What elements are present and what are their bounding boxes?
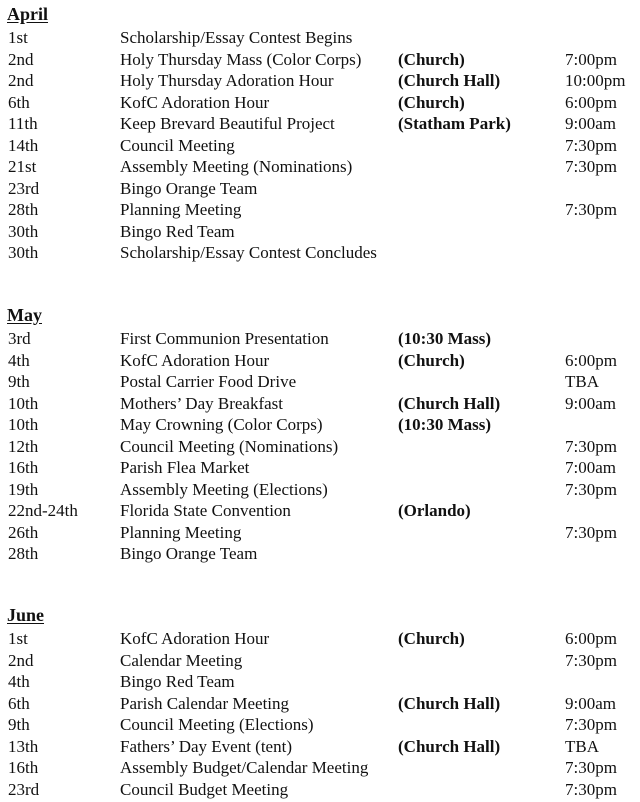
- event-time: 7:30pm: [565, 650, 617, 670]
- event-location: (Church Hall): [398, 393, 501, 413]
- event-date: 9th: [8, 715, 30, 734]
- event-row: [0, 714, 640, 736]
- event-row: [0, 328, 640, 350]
- event-row: [0, 779, 640, 801]
- event-title: Calendar Meeting: [120, 650, 243, 670]
- event-row: [0, 693, 640, 715]
- event-date: 23rd: [8, 178, 40, 198]
- event-title: Holy Thursday Adoration Hour: [120, 71, 334, 90]
- event-list: [0, 328, 640, 565]
- event-location: (Church Hall): [398, 71, 501, 90]
- event-title: First Communion Presentation: [120, 329, 329, 348]
- event-time: TBA: [565, 372, 599, 391]
- event-title: Council Meeting: [120, 135, 235, 155]
- event-time: 6:00pm: [565, 350, 617, 370]
- event-date: 16th: [8, 458, 39, 477]
- event-row: [0, 350, 640, 372]
- event-title: Parish Calendar Meeting: [120, 693, 290, 713]
- event-location: (Church): [398, 49, 465, 69]
- event-date: 2nd: [8, 71, 34, 90]
- month-title: April: [7, 4, 49, 24]
- event-date: 16th: [8, 758, 39, 777]
- event-row: [0, 221, 640, 243]
- event-title: Assembly Budget/Calendar Meeting: [120, 758, 369, 777]
- event-location: (10:30 Mass): [398, 329, 492, 348]
- event-row: [0, 543, 640, 565]
- event-date: 1st: [8, 28, 28, 47]
- event-time: 7:30pm: [565, 715, 617, 734]
- event-date: 4th: [8, 350, 30, 370]
- event-row: [0, 414, 640, 436]
- event-title: Assembly Meeting (Nominations): [120, 157, 353, 176]
- event-row: [0, 522, 640, 544]
- event-location: (Orlando): [398, 501, 471, 520]
- event-date: 14th: [8, 135, 39, 155]
- event-title: Council Meeting (Elections): [120, 715, 314, 734]
- event-row: [0, 113, 640, 135]
- event-date: 26th: [8, 522, 39, 542]
- event-title: Council Budget Meeting: [120, 779, 289, 799]
- event-date: 19th: [8, 479, 39, 499]
- event-row: [0, 199, 640, 221]
- event-time: 7:00am: [565, 458, 616, 477]
- event-date: 2nd: [8, 650, 34, 670]
- event-title: Keep Brevard Beautiful Project: [120, 114, 335, 133]
- event-row: [0, 70, 640, 92]
- event-location: (Church): [398, 350, 465, 370]
- event-date: 30th: [8, 243, 39, 262]
- event-row: [0, 457, 640, 479]
- event-location: (10:30 Mass): [398, 415, 492, 434]
- event-time: 7:30pm: [565, 779, 617, 799]
- event-time: 7:30pm: [565, 436, 617, 456]
- event-title: Planning Meeting: [120, 522, 242, 542]
- event-title: May Crowning (Color Corps): [120, 415, 323, 434]
- event-title: Postal Carrier Food Drive: [120, 372, 297, 391]
- event-title: Scholarship/Essay Contest Concludes: [120, 243, 377, 262]
- event-date: 21st: [8, 157, 37, 176]
- event-time: 6:00pm: [565, 92, 617, 112]
- event-row: [0, 436, 640, 458]
- event-title: Bingo Red Team: [120, 221, 235, 241]
- event-title: KofC Adoration Hour: [120, 629, 270, 648]
- event-title: Florida State Convention: [120, 501, 291, 520]
- event-row: [0, 27, 640, 49]
- event-time: TBA: [565, 736, 599, 756]
- event-title: Bingo Orange Team: [120, 544, 258, 563]
- event-location: (Church): [398, 92, 465, 112]
- event-date: 12th: [8, 436, 39, 456]
- event-row: [0, 500, 640, 522]
- event-time: 9:00am: [565, 693, 616, 713]
- event-date: 6th: [8, 693, 30, 713]
- event-row: [0, 156, 640, 178]
- event-list: [0, 27, 640, 264]
- event-time: 7:30pm: [565, 157, 617, 176]
- event-title: Holy Thursday Mass (Color Corps): [120, 49, 362, 69]
- event-date: 28th: [8, 544, 39, 563]
- event-title: Bingo Orange Team: [120, 178, 258, 198]
- event-date: 11th: [8, 114, 38, 133]
- event-list: [0, 628, 640, 800]
- event-title: Scholarship/Essay Contest Begins: [120, 28, 353, 47]
- event-title: Bingo Red Team: [120, 672, 235, 691]
- event-date: 9th: [8, 372, 30, 391]
- event-title: KofC Adoration Hour: [120, 350, 270, 370]
- event-date: 3rd: [8, 329, 31, 348]
- event-row: [0, 650, 640, 672]
- event-date: 10th: [8, 393, 39, 413]
- event-time: 7:30pm: [565, 522, 617, 542]
- event-date: 10th: [8, 415, 39, 434]
- event-row: [0, 135, 640, 157]
- event-title: Fathers’ Day Event (tent): [120, 736, 292, 756]
- event-date: 22nd-24th: [8, 501, 78, 520]
- event-row: [0, 242, 640, 264]
- event-date: 2nd: [8, 49, 34, 69]
- event-date: 28th: [8, 200, 39, 219]
- event-row: [0, 178, 640, 200]
- event-time: 7:30pm: [565, 200, 617, 219]
- event-time: 6:00pm: [565, 629, 617, 648]
- event-date: 6th: [8, 92, 30, 112]
- event-time: 7:30pm: [565, 758, 617, 777]
- event-row: [0, 757, 640, 779]
- event-time: 9:00am: [565, 393, 616, 413]
- event-time: 7:30pm: [565, 135, 617, 155]
- event-time: 7:30pm: [565, 479, 617, 499]
- event-date: 30th: [8, 221, 39, 241]
- event-title: Assembly Meeting (Elections): [120, 479, 328, 499]
- event-time: 7:00pm: [565, 49, 617, 69]
- event-title: Parish Flea Market: [120, 458, 250, 477]
- event-row: [0, 393, 640, 415]
- event-row: [0, 49, 640, 71]
- event-location: (Church): [398, 629, 465, 648]
- month-title: May: [7, 305, 42, 325]
- event-location: (Church Hall): [398, 736, 501, 756]
- event-title: KofC Adoration Hour: [120, 92, 270, 112]
- event-title: Council Meeting (Nominations): [120, 436, 339, 456]
- event-row: [0, 736, 640, 758]
- event-title: Mothers’ Day Breakfast: [120, 393, 284, 413]
- event-time: 10:00pm: [565, 71, 626, 90]
- event-date: 1st: [8, 629, 28, 648]
- month-title: June: [7, 605, 45, 625]
- event-date: 13th: [8, 736, 39, 756]
- event-row: [0, 671, 640, 693]
- event-location: (Statham Park): [398, 114, 511, 133]
- event-row: [0, 371, 640, 393]
- event-row: [0, 479, 640, 501]
- event-time: 9:00am: [565, 114, 616, 133]
- event-date: 4th: [8, 672, 30, 691]
- event-location: (Church Hall): [398, 693, 501, 713]
- event-row: [0, 628, 640, 650]
- event-title: Planning Meeting: [120, 200, 242, 219]
- event-row: [0, 92, 640, 114]
- event-date: 23rd: [8, 779, 40, 799]
